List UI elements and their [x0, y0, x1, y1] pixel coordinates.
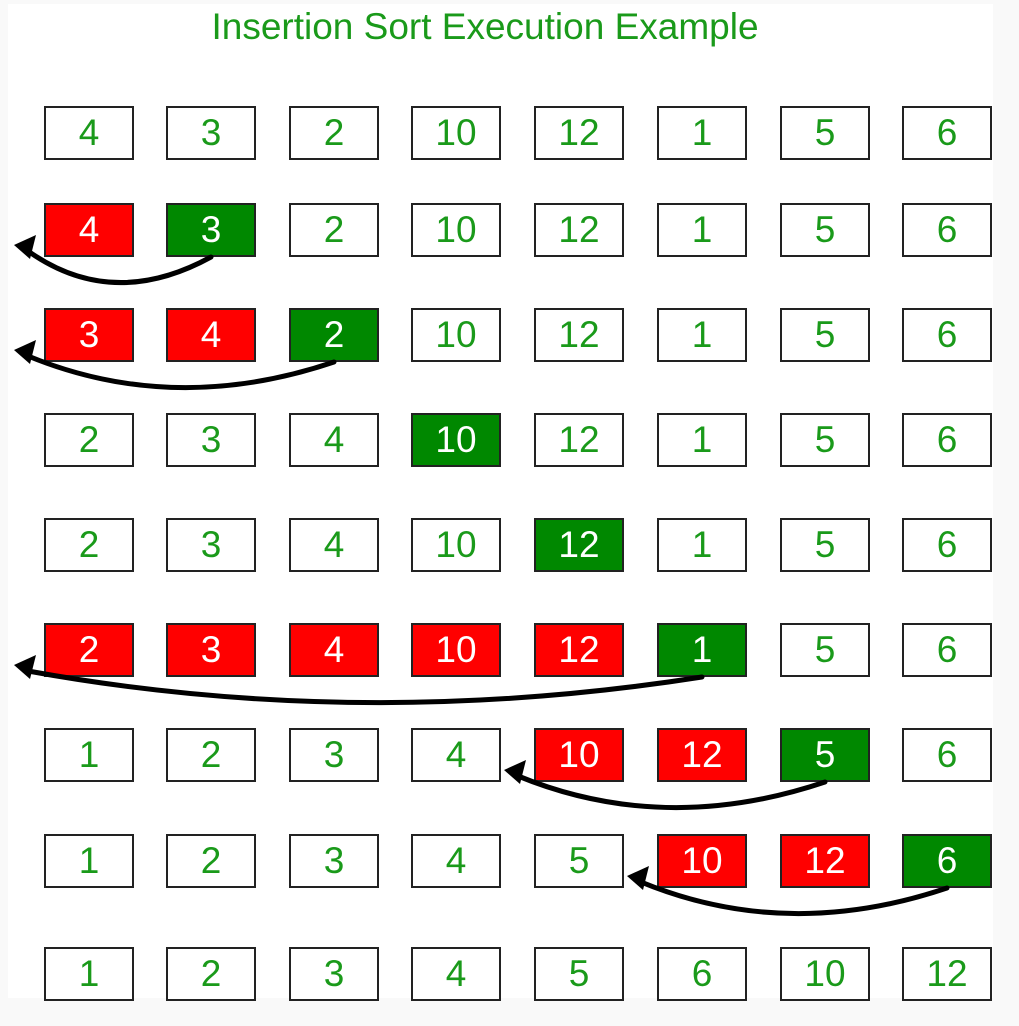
array-cell-key: 6 — [902, 834, 992, 888]
array-cell-plain: 5 — [780, 203, 870, 257]
array-cell-plain: 3 — [166, 518, 256, 572]
array-cell-plain: 3 — [289, 834, 379, 888]
array-cell-compare: 10 — [657, 834, 747, 888]
array-cell-plain: 12 — [534, 413, 624, 467]
array-cell-plain: 2 — [166, 947, 256, 1001]
array-cell-plain: 6 — [902, 623, 992, 677]
array-cell-compare: 4 — [44, 203, 134, 257]
array-cell-plain: 1 — [657, 308, 747, 362]
array-cell-plain: 6 — [902, 308, 992, 362]
array-cell-compare: 12 — [534, 623, 624, 677]
array-cell-plain: 4 — [289, 518, 379, 572]
array-cell-plain: 5 — [780, 106, 870, 160]
array-cell-plain: 1 — [657, 518, 747, 572]
array-cell-plain: 5 — [780, 518, 870, 572]
array-cell-plain: 3 — [166, 106, 256, 160]
array-cell-plain: 6 — [902, 728, 992, 782]
array-cell-plain: 10 — [411, 203, 501, 257]
array-cell-plain: 3 — [289, 947, 379, 1001]
array-cell-plain: 10 — [411, 518, 501, 572]
array-cell-plain: 1 — [657, 413, 747, 467]
array-cell-compare: 2 — [44, 623, 134, 677]
array-cell-plain: 10 — [411, 106, 501, 160]
array-cell-plain: 1 — [44, 834, 134, 888]
array-cell-plain: 2 — [289, 203, 379, 257]
array-cell-plain: 4 — [411, 834, 501, 888]
array-cell-plain: 6 — [657, 947, 747, 1001]
array-cell-plain: 1 — [657, 106, 747, 160]
array-cell-plain: 2 — [44, 413, 134, 467]
array-cell-compare: 4 — [166, 308, 256, 362]
array-cell-plain: 6 — [902, 413, 992, 467]
array-cell-plain: 4 — [289, 413, 379, 467]
array-cell-plain: 5 — [780, 308, 870, 362]
diagram-title: Insertion Sort Execution Example — [211, 6, 759, 47]
array-cell-compare: 10 — [534, 728, 624, 782]
array-cell-compare: 10 — [411, 623, 501, 677]
array-cell-key: 1 — [657, 623, 747, 677]
array-cell-plain: 1 — [44, 728, 134, 782]
array-cell-compare: 4 — [289, 623, 379, 677]
array-cell-plain: 6 — [902, 106, 992, 160]
array-cell-plain: 2 — [44, 518, 134, 572]
array-cell-plain: 5 — [780, 413, 870, 467]
array-cell-plain: 6 — [902, 203, 992, 257]
array-cell-key: 10 — [411, 413, 501, 467]
array-cell-compare: 12 — [780, 834, 870, 888]
array-cell-compare: 3 — [44, 308, 134, 362]
array-cell-plain: 1 — [657, 203, 747, 257]
array-cell-plain: 5 — [780, 623, 870, 677]
array-cell-key: 2 — [289, 308, 379, 362]
array-cell-plain: 4 — [44, 106, 134, 160]
array-cell-plain: 5 — [534, 947, 624, 1001]
array-cell-plain: 12 — [534, 203, 624, 257]
array-cell-plain: 2 — [289, 106, 379, 160]
array-cell-plain: 6 — [902, 518, 992, 572]
array-cell-plain: 2 — [166, 834, 256, 888]
array-cell-plain: 1 — [44, 947, 134, 1001]
array-cell-plain: 5 — [534, 834, 624, 888]
array-cell-plain: 12 — [902, 947, 992, 1001]
array-cell-key: 12 — [534, 518, 624, 572]
array-cell-plain: 3 — [166, 413, 256, 467]
array-cell-key: 3 — [166, 203, 256, 257]
array-cell-plain: 10 — [780, 947, 870, 1001]
array-cell-plain: 12 — [534, 308, 624, 362]
array-cell-plain: 12 — [534, 106, 624, 160]
array-cell-plain: 4 — [411, 728, 501, 782]
array-cell-plain: 3 — [289, 728, 379, 782]
array-cell-compare: 3 — [166, 623, 256, 677]
array-cell-plain: 10 — [411, 308, 501, 362]
array-cell-plain: 4 — [411, 947, 501, 1001]
array-cell-compare: 12 — [657, 728, 747, 782]
array-cell-key: 5 — [780, 728, 870, 782]
array-cell-plain: 2 — [166, 728, 256, 782]
